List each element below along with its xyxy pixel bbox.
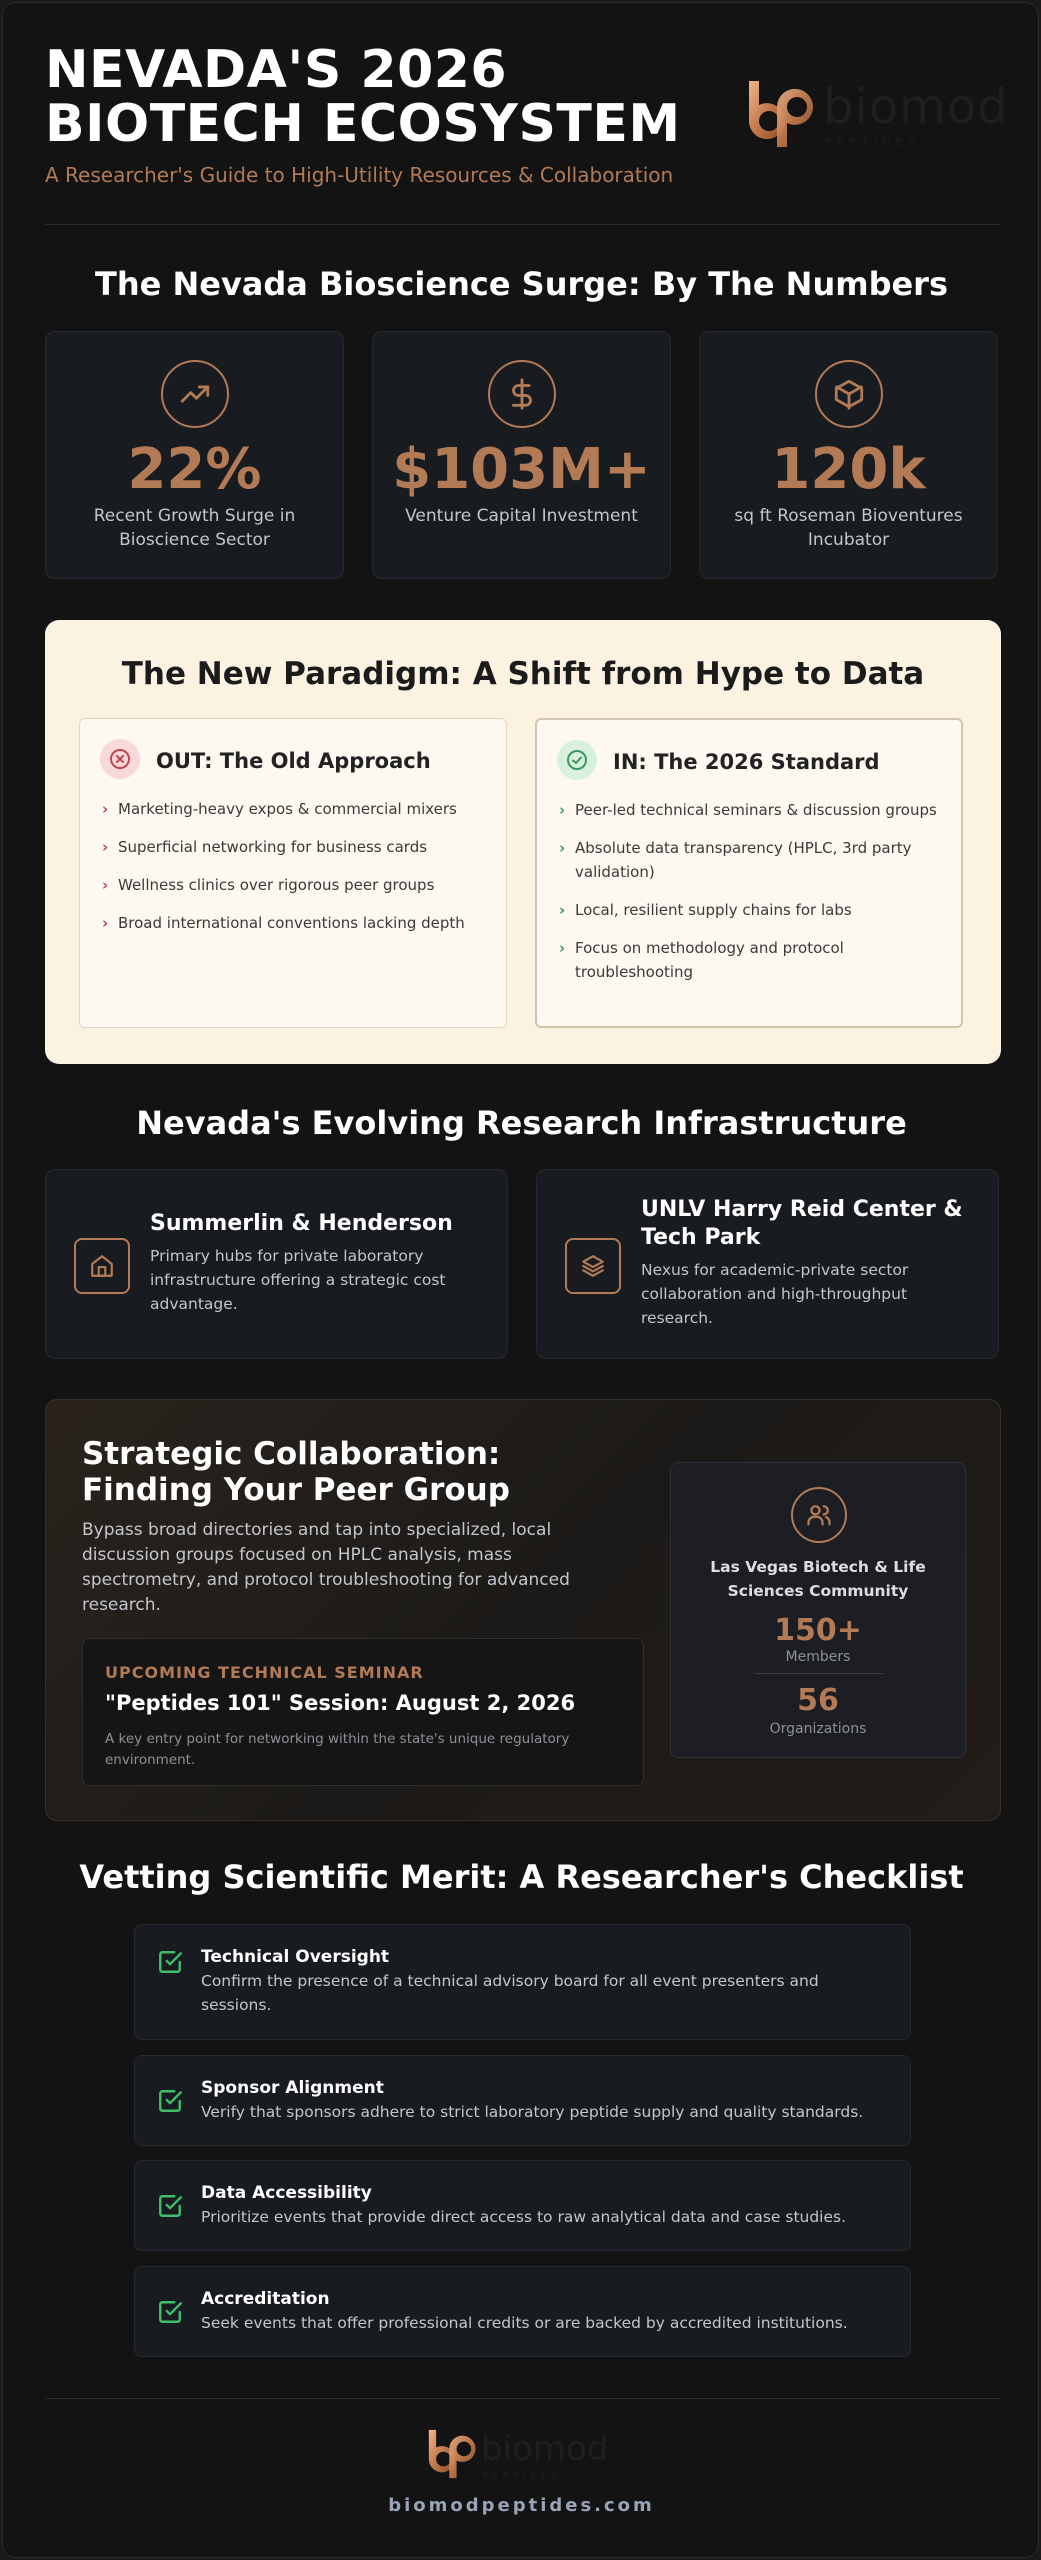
checklist-item-title: Sponsor Alignment: [201, 2078, 384, 2098]
collaboration-text: Bypass broad directories and tap into specialized, local discussion groups focused on HPLC analysis, mass spectrometry, and protocol troubleshooting for advanced research.: [82, 1520, 570, 1615]
seminar-kicker: UPCOMING TECHNICAL SEMINAR: [105, 1663, 424, 1682]
community-name: Las Vegas Biotech & Life Sciences Community: [710, 1558, 926, 1600]
paradigm-panel: [45, 620, 1001, 1064]
checklist-item-text: Prioritize events that provide direct access to raw analytical data and case studies.: [201, 2208, 847, 2226]
stat-label: Recent Growth Surge in Bioscience Sector: [93, 506, 296, 550]
checklist-item-data-accessibility: [134, 2160, 911, 2251]
dollar-icon: [488, 360, 556, 428]
check-square-icon: [157, 2088, 183, 2114]
users-icon: [791, 1487, 847, 1543]
checklist-item-text: Confirm the presence of a technical advisory board for all event presenters and sessions.: [201, 1972, 819, 2014]
footer-tagline: PEPTIDES: [483, 2471, 562, 2480]
check-circle-icon: [557, 740, 597, 780]
collaboration-panel: [45, 1399, 1001, 1821]
old-approach-title: OUT: The Old Approach: [156, 749, 431, 773]
new-standard-list: [559, 798, 941, 998]
page-title: NEVADA'S 2026 BIOTECH ECOSYSTEM: [45, 40, 681, 154]
check-square-icon: [157, 2299, 183, 2325]
stat-value: 22%: [127, 437, 262, 502]
checklist-item-title: Data Accessibility: [201, 2183, 372, 2203]
stat-card-growth: [45, 331, 344, 579]
divider: [45, 2398, 1001, 2399]
checklist-item-technical-oversight: [134, 1924, 911, 2040]
stat-card-investment: [372, 331, 671, 579]
list-item: › Superficial networking for business cards: [102, 835, 486, 859]
stat-label: Venture Capital Investment: [405, 506, 638, 526]
seminar-text: A key entry point for networking within the state's unique regulatory environment.: [105, 1731, 570, 1768]
check-square-icon: [157, 1949, 183, 1975]
footer-url[interactable]: biomodpeptides.com: [388, 2495, 655, 2516]
infrastructure-heading: Nevada's Evolving Research Infrastructure: [136, 1104, 907, 1142]
checklist-item-text: Seek events that offer professional credits or are backed by accredited institutions.: [201, 2314, 848, 2332]
members-label: Members: [785, 1649, 851, 1665]
home-icon: [74, 1238, 130, 1294]
list-item: › Absolute data transparency (HPLC, 3rd party validation): [559, 836, 941, 884]
brand-tagline: PEPTIDES: [825, 137, 921, 148]
collaboration-heading: Strategic Collaboration: Finding Your Peer Group: [82, 1436, 510, 1508]
divider: [755, 1673, 883, 1674]
list-item: › Local, resilient supply chains for labs: [559, 898, 941, 922]
x-circle-icon: [100, 739, 140, 779]
seminar-title: "Peptides 101" Session: August 2, 2026: [105, 1691, 576, 1715]
brand-wordmark: biomod: [823, 79, 1009, 135]
list-item: › Broad international conventions lacking depth: [102, 911, 486, 935]
community-card: [670, 1462, 966, 1758]
organizations-count: 56: [797, 1683, 839, 1718]
header: [45, 40, 1009, 193]
stat-card-incubator: [699, 331, 998, 579]
members-count: 150+: [774, 1613, 862, 1648]
old-approach-list: [102, 797, 486, 949]
infra-title: UNLV Harry Reid Center & Tech Park: [641, 1197, 963, 1250]
infra-text: Primary hubs for private laboratory infrastructure offering a strategic cost advantage.: [150, 1247, 446, 1313]
infra-card-unlv: [536, 1169, 999, 1359]
checklist-heading: Vetting Scientific Merit: A Researcher's Checklist: [79, 1858, 964, 1896]
brand-logo: [741, 77, 1009, 157]
list-item: › Wellness clinics over rigorous peer groups: [102, 873, 486, 897]
list-item: › Focus on methodology and protocol troubleshooting: [559, 936, 941, 984]
new-standard-column: [535, 718, 963, 1028]
box-icon: [815, 360, 883, 428]
footer-wordmark: biomod: [481, 2429, 609, 2469]
seminar-card: [82, 1638, 644, 1786]
footer-logo: [423, 2427, 623, 2483]
checklist-item-title: Accreditation: [201, 2289, 330, 2309]
stat-value: $103M+: [392, 437, 651, 502]
checklist-item-accreditation: [134, 2266, 911, 2357]
checklist-item-sponsor-alignment: [134, 2055, 911, 2146]
checklist-item-title: Technical Oversight: [201, 1947, 390, 1967]
stats-heading: The Nevada Bioscience Surge: By The Numbers: [95, 265, 948, 303]
new-standard-title: IN: The 2026 Standard: [613, 750, 880, 774]
layers-icon: [565, 1238, 621, 1294]
biomod-logo-icon: [423, 2427, 477, 2481]
infographic-page: [2, 2, 1039, 2558]
infra-title: Summerlin & Henderson: [150, 1211, 453, 1236]
trending-up-icon: [161, 360, 229, 428]
biomod-logo-icon: [741, 77, 815, 151]
divider: [45, 224, 1001, 225]
paradigm-heading: The New Paradigm: A Shift from Hype to Data: [121, 656, 925, 692]
organizations-label: Organizations: [769, 1721, 867, 1737]
infra-card-summerlin: [45, 1169, 508, 1359]
check-square-icon: [157, 2193, 183, 2219]
infra-text: Nexus for academic-private sector collaboration and high-throughput research.: [641, 1261, 909, 1327]
old-approach-column: [79, 718, 507, 1028]
list-item: › Peer-led technical seminars & discussion groups: [559, 798, 941, 822]
page-subtitle: A Researcher's Guide to High-Utility Resources & Collaboration: [45, 163, 674, 187]
stat-value: 120k: [771, 437, 926, 502]
checklist-item-text: Verify that sponsors adhere to strict laboratory peptide supply and quality standards.: [201, 2103, 864, 2121]
stat-label: sq ft Roseman Bioventures Incubator: [734, 506, 963, 550]
list-item: › Marketing-heavy expos & commercial mixers: [102, 797, 486, 821]
